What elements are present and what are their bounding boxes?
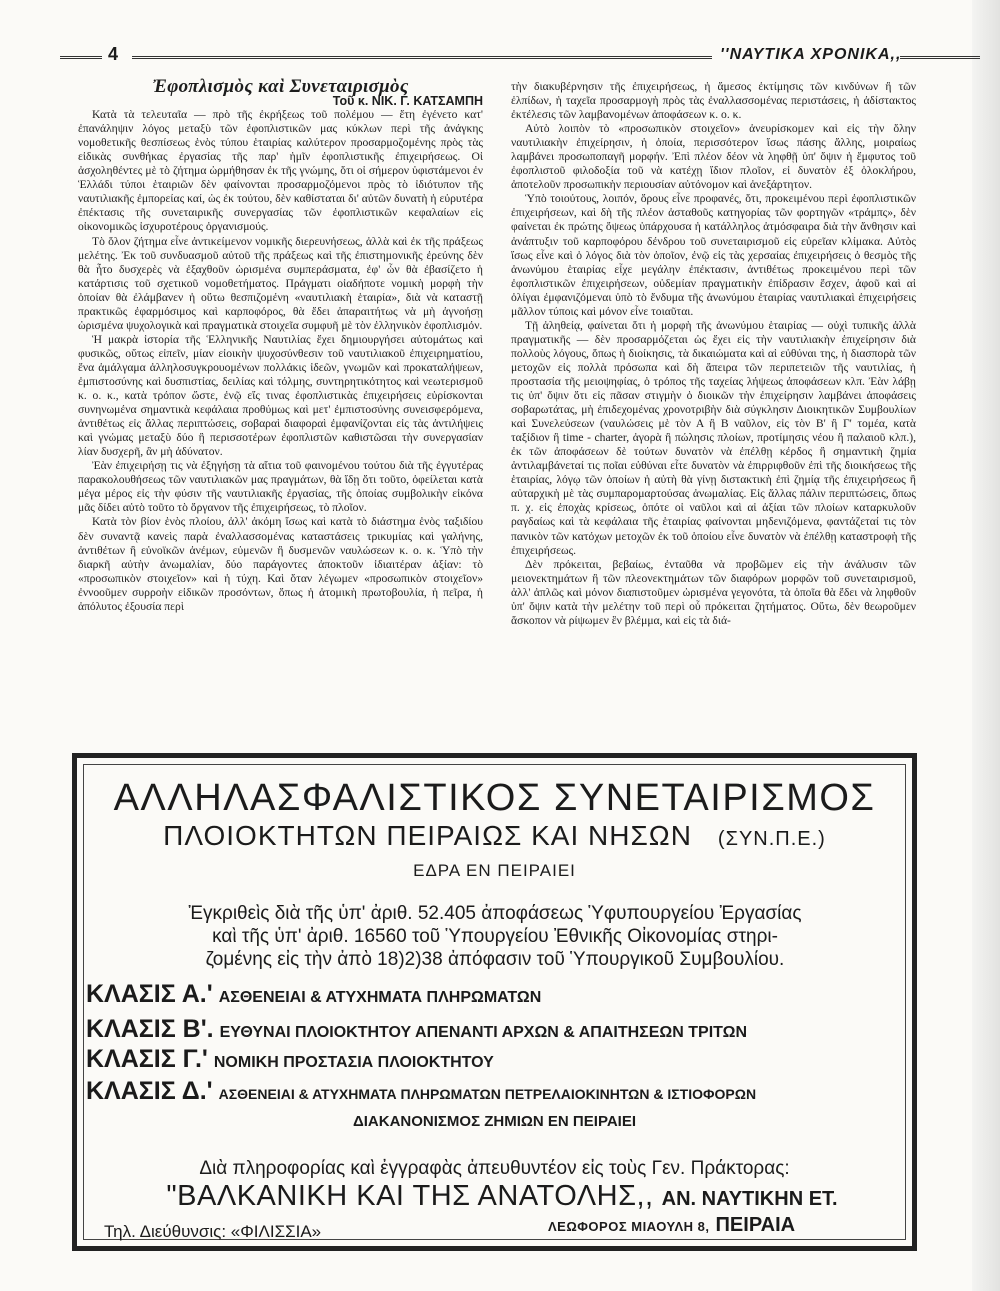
article-author: Τοῦ κ. ΝΙΚ. Γ. ΚΑΤΣΑΜΠΗ bbox=[332, 94, 483, 109]
page-number: 4 bbox=[108, 44, 119, 64]
page-edge-shadow bbox=[972, 0, 1000, 1291]
ad-company bbox=[92, 1180, 912, 1213]
article-paragraph: Τῇ ἀληθείᾳ, φαίνεται ὅτι ἡ μορφὴ τῆς ἀνωνύμου ἑταιρίας — οὐχὶ τυπικῆς ἀλλὰ πραγματικῆς — δὲν προσαρμόζεται ὡς ἔχει εἰς τὴν ναυτιλιακὴν ἐπιχείρησιν διὰ πολλοὺς λόγους, ὅπως ἡ διοίκησις, τὰ δικαιώματα καὶ αἱ εὐθύναι της, ἡ διασπορὰ τῶν μετοχῶν εἰς πολλὰ πρόσωπα καὶ δὴ ἄπειρα τῶν περιπετειῶν τῆς ναυτιλίας, ἡ προστασία τῆς μειοψηφίας, ὁ τρόπος τῆς ταχείας λήψεως ἀποφάσεων κλπ. Ἐὰν λάβῃ τις ὑπ' ὄψιν ὅτι εἰς πᾶσαν στιγμὴν ὁ διοικῶν τὴν ἐπιχείρησιν λαμβάνει ἀποφάσεις σοβαρωτάτας, μὴ ἐπιδεχομένας χρονοτριβὴν διὰ σύγκλησιν Διοικητικῶν Συμβουλίων καὶ Συνελεύσεων (ναυλώσεις μὲ τὸν Α ἢ Β ναῦλον, εἰς τὸν Β' ἢ Γ' τομέα, κατὰ ταξίδιον ἢ time - charter, ἀγορὰ ἢ πώλησις πλοίων, προτίμησις νέου ἢ παλαιοῦ κλπ.), ἐκ τῶν ἀποφάσεων δὲ τούτων δυνατὸν νὰ ἐπέλθῃ κέρδος ἢ σημαντικὴ ζημία ἀντιλαμβάνεταί τις ποῖαι εὐθύναι εἶτε δυνατὸν νὰ ἐπιρριφθοῦν ἐπὶ τῆς διοικήσεως τῆς ἑταιρίας, λόγῳ τῶν ὁποίων ἡ αὐτὴ θὰ γίνῃ διστακτικὴ ἐπὶ ζημίᾳ τῆς ἐπιχειρήσεως ἢ αὐταρχικὴ μὲ τὰς συμπαρομαρτούσας ἀνωμαλίας. Εἰς ἄλλας πάλιν περιπτώσεις, ὅπως π. χ. εἰς ἐποχὰς κρίσεως, ὁπότε οἱ ναῦλοι καὶ αἱ ἀξίαι τῶν πλοίων καταρκυλοῦν ραγδαίως καὶ τὰ κεφάλαια τῆς ἑταιρίας φαίνονται μηδενιζόμενα, φαντάζεταί τις τὸν πανικὸν τῶν κατόχων μετοχῶν ἐκ τοῦ ὁποίου εἶνε δυνατὸν νὰ ἐπέλθῃ καταστροφὴ τῆς ἐπιχειρήσεως. bbox=[511, 318, 916, 557]
ad-settlement: ΔΙΑΚΑΝΟΝΙΣΜΟΣ ΖΗΜΙΩΝ ΕΝ ΠΕΙΡΑΙΕΙ bbox=[352, 1113, 637, 1130]
ad-class-text: ΝΟΜΙΚΗ ΠΡΟΣΤΑΣΙΑ ΠΛΟΙΟΚΤΗΤΟΥ bbox=[213, 1054, 494, 1071]
ad-class-text: ΑΣΘΕΝΕΙΑΙ & ΑΤΥΧΗΜΑΤΑ ΠΛΗΡΩΜΑΤΩΝ ΠΕΤΡΕΛΑΙΟΚΙΝΗΤΩΝ & ΙΣΤΙΟΦΟΡΩΝ bbox=[218, 1086, 757, 1102]
article-paragraph: τὴν διακυβέρνησιν τῆς ἐπιχειρήσεως, ἡ ἄμεσος ἐκτίμησις τῶν κινδύνων ἢ τῶν ἐλπίδων, ἡ ταχεῖα προσαρμογὴ πρὸς τὰς ἐναλλασσομένας περιστάσεις, ἡ ἀδίστακτος ἐκτέλεσις τῶν λαμβανομένων ἀποφάσεων κ. ο. κ. bbox=[511, 80, 916, 122]
ad-telegraphic-address: Τηλ. Διεύθυνσις: «ΦΙΛΙΣΣΙΑ» bbox=[104, 1222, 322, 1241]
ad-abbreviation: (ΣΥΝ.Π.Ε.) bbox=[717, 828, 826, 850]
ad-class-label: ΚΛΑΣΙΣ Δ.' bbox=[86, 1077, 213, 1105]
ad-seat: ΕΔΡΑ ΕΝ ΠΕΙΡΑΙΕΙ bbox=[413, 861, 576, 880]
article-paragraph: Τὸ ὅλον ζήτημα εἶνε ἀντικείμενον νομικῆς διερευνήσεως, ἀλλὰ καὶ ἐκ τῆς πράξεως μελέτης. Ἐκ τοῦ συνδυασμοῦ αὐτοῦ τῆς πράξεως καὶ τῆς ἐπιστημονικῆς ἐρεύνης δὲν θὰ ἦτο δυσχερὲς νὰ ἐξαχθοῦν ὡρισμένα συμπεράσματα, ἐφ' ὧν θὰ ἐβασίζετο ἡ κατάρτισις τοῦ σχετικοῦ νομοθετήματος. Πράγματι οἱαδήποτε νομικὴ μορφὴ τὴν ὁποίαν θὰ ἐλάμβανεν ἡ οὕτω θεσπιζομένη «ναυτιλιακὴ ἑταιρία», διὰ νὰ καταστῇ πρακτικῶς ἐφαρμόσιμος καὶ καρποφόρος, θὰ ἔδει ἀπαραιτήτως νὰ μὴ ἀγνοήσῃ ὡρισμένα ψυχολογικὰ καὶ πραγματικὰ στοιχεῖα συμφυῆ μὲ τὸν ἑλληνικὸν ἐφοπλισμόν. bbox=[78, 234, 483, 332]
ad-class-text: ΕΥΘΥΝΑΙ ΠΛΟΙΟΚΤΗΤΟΥ ΑΠΕΝΑΝΤΙ ΑΡΧΩΝ & ΑΠΑΙΤΗΣΕΩΝ ΤΡΙΤΩΝ bbox=[219, 1024, 747, 1041]
ad-company-name: "ΒΑΛΚΑΝΙΚΗ ΚΑΙ ΤΗΣ ΑΝΑΤΟΛΗΣ,, bbox=[166, 1180, 654, 1212]
header-rule-left bbox=[60, 56, 102, 59]
header-rule-right bbox=[900, 56, 980, 59]
ad-title-line2 bbox=[72, 820, 917, 852]
ad-class-a bbox=[86, 980, 541, 1009]
article-left-column bbox=[78, 76, 483, 614]
ad-address bbox=[548, 1214, 795, 1237]
journal-title: ''ΝΑΥΤΙΚΑ ΧΡΟΝΙΚΑ,, bbox=[720, 46, 902, 63]
ad-class-text: ΑΣΘΕΝΕΙΑΙ & ΑΤΥΧΗΜΑΤΑ ΠΛΗΡΩΜΑΤΩΝ bbox=[218, 989, 542, 1006]
ad-approval-line: Ἐγκριθεὶς διὰ τῆς ὑπ' ἀριθ. 52.405 ἀποφάσεως Ὑφυπουργείου Ἐργασίας bbox=[188, 903, 802, 924]
ad-class-d bbox=[86, 1077, 756, 1106]
article-right-column bbox=[511, 80, 916, 628]
header-rule-middle bbox=[132, 56, 712, 59]
ad-street: ΛΕΩΦΟΡΟΣ ΜΙΑΟΥΛΗ 8, bbox=[548, 1219, 710, 1234]
ad-class-label: ΚΛΑΣΙΣ Β'. bbox=[86, 1015, 214, 1043]
ad-approval-line: καὶ τῆς ὑπ' ἀριθ. 16560 τοῦ Ὑπουργείου Ἐθνικῆς Οἰκονομίας στηρι- bbox=[212, 926, 778, 947]
ad-class-label: ΚΛΑΣΙΣ Γ.' bbox=[86, 1045, 208, 1073]
ad-title-line1: ΑΛΛΗΛΑΣΦΑΛΙΣΤΙΚΟΣ ΣΥΝΕΤΑΙΡΙΣΜΟΣ bbox=[113, 777, 876, 819]
article-paragraph: Ἡ μακρὰ ἱστορία τῆς Ἑλληνικῆς Ναυτιλίας ἔχει δημιουργήσει αὐτομάτως καὶ φυσικῶς, οὕτως εἰπεῖν, μίαν εἰοικὴν ψυχοσύνθεσιν τοῦ ναυτιλιακοῦ ἐπιχειρηματίου, ἕνα ἀμάλγαμα ἀλληλοσυγκρουομένων πολλάκις ἰδεῶν, γνωμῶν καὶ προκαταλήψεων, ἐμπιστοσύνης καὶ δυσπιστίας, δειλίας καὶ τόλμης, συντηρητικότητος καὶ νεωτερισμοῦ κ. ο. κ., κατὰ τρόπον ὥστε, ἐνῷ εἴς τινας ἐφοπλιστικὰς ἐπιχειρήσεις εὑρίσκονται συνηνωμένα σημαντικὰ κεφάλαια προθύμως καὶ μετ' ἐμπιστοσύνης συνεισφερόμενα, ἀντιθέτως εἰς ἄλλας περιπτώσεις, σοβαραὶ διαφοραὶ ἐμφανίζονται εἰς τὰς ἀντιλήψεις καὶ γνώμας μεταξὺ δύο ἢ περισσοτέρων ἐφοπλιστῶν καθιστῶσαι τὴν συνεργασίαν λίαν δυσχερῆ, ἂν μὴ ἀδύνατον. bbox=[78, 332, 483, 459]
article-paragraph: Αὐτὸ λοιπὸν τὸ «προσωπικὸν στοιχεῖον» ἀνευρίσκομεν καὶ εἰς τὴν ὅλην ναυτιλιακὴν ἐπιχείρησιν, ἡ ὁποία, περισσότερον ἴσως πάσης ἄλλης, μοιραίως λαμβάνει προσωποπαγῆ μορφήν. Ἐπὶ πλέον δέον νὰ ληφθῇ ὑπ' ὄψιν ἡ ἔμφυτος τοῦ ἐφοπλιστοῦ φιλοδοξία τοῦ νὰ κατέχῃ ἴδιον πλοῖον, εἰ δυνατὸν ἐξ ὁλοκλήρου, ἀποτελοῦν προσωπικὴν περιουσίαν αὐτόνομον καὶ ἀνεξάρτητον. bbox=[511, 122, 916, 192]
ad-class-c bbox=[86, 1045, 494, 1074]
ad-info: Διὰ πληροφορίας καὶ ἐγγραφὰς ἀπευθυντέον εἰς τοὺς Γεν. Πράκτορας: bbox=[199, 1158, 790, 1179]
ad-city: ΠΕΙΡΑΙΑ bbox=[715, 1214, 796, 1236]
article-title: Ἐφοπλισμὸς καὶ Συνεταιρισμὸς bbox=[152, 76, 409, 97]
ad-approval-line: ζομένης εἰς τὴν ἀπὸ 18)2)38 ἀπόφασιν τοῦ Ὑπουργικοῦ Συμβουλίου. bbox=[205, 949, 785, 970]
article-paragraph: Κατὰ τὰ τελευταῖα — πρὸ τῆς ἐκρήξεως τοῦ πολέμου — ἔτη ἐγένετο κατ' ἐπανάληψιν λόγος μεταξὺ τῶν ἐφοπλιστικῶν μας κύκλων περὶ τῆς ἀνάγκης νομοθετικῆς θεσπίσεως ἑνὸς τύπου ἑταιρίας καλύτερον προσαρμοζομένης πρὸς τὰς εἰδικὰς συνθήκας ἐργασίας τῆς παρ' ἡμῖν ἐφοπλιστικῆς ἐπιχειρήσεως. Οἱ ἀσχοληθέντες μὲ τὸ ζήτημα ὡρμήθησαν ἐκ τῆς γνώμης, ὅτι οἱ σήμερον ὑφιστάμενοι ἐν Ἑλλάδι τύποι ἑταιριῶν δὲν φαίνονται προσαρμοζόμενοι πρὸς τὸ ἰδιότυπον τῆς ναυτιλιακῆς ἐμπορείας καί, ὡς ἐκ τούτου, δὲν καθίσταται δι' αὐτῶν δυνατὴ ἡ εὐρυτέρα ἐπέκτασις τῆς συνεταιρικῆς συνεργασίας τῶν ἐφοπλιστικῶν κεφαλαίων εἰς οἰκονομικῶς ἰσχυροτέρους ὀργανισμούς. bbox=[78, 108, 483, 234]
article bbox=[78, 76, 916, 748]
article-paragraph: Κατὰ τὸν βίον ἑνὸς πλοίου, ἀλλ' ἀκόμη ἴσως καὶ κατὰ τὸ διάστημα ἑνὸς ταξιδίου δὲν συναντᾷ κανεὶς παρὰ ἐναλλασσομένας καταστάσεις τρικυμίας καὶ γαλήνης, ἀντιθέτων ἢ εὐνοϊκῶν ἀνέμων, εὐμενῶν ἢ δυσμενῶν ναυλώσεων κ. ο. κ. Ὑπὸ τὴν διαρκῆ αὐτὴν ἀνωμαλίαν, δύο παράγοντες ἀποκτοῦν ἰδιαιτέραν ἀξίαν: τὸ «προσωπικὸν στοιχεῖον» καὶ ἡ τύχη. Καὶ ὅταν λέγωμεν «προσωπικὸν στοιχεῖον» ἐννοοῦμεν συρροὴν εἰδικῶν προσόντων, ὅπως ἡ ἀτομικὴ πρωτοβουλία, ἡ πεῖρα, ἡ ἀπόλυτος ἐξουσία περὶ bbox=[78, 515, 483, 613]
ad-class-b bbox=[86, 1015, 747, 1044]
ad-class-label: ΚΛΑΣΙΣ Α.' bbox=[86, 980, 213, 1008]
article-paragraph: Δὲν πρόκειται, βεβαίως, ἐνταῦθα νὰ προβῶμεν εἰς τὴν ἀνάλυσιν τῶν μειονεκτημάτων ἢ τῶν πλεονεκτημάτων τῶν διαφόρων μορφῶν τοῦ συνεταιρισμοῦ, ἀλλ' ἁπλῶς καὶ μόνον διαπιστοῦμεν ὡρισμένα γεγονότα, τὰ ὁποῖα θὰ ἔδει νὰ ληφθοῦν ὑπ' ὄψιν κατὰ τὴν μελέτην τοῦ περὶ οὗ πρόκειται ζητήματος. Οὕτω, δὲν θεωροῦμεν ἄσκοπον νὰ ρίψωμεν ἓν βλέμμα, καὶ εἰς τὰ διά- bbox=[511, 557, 916, 627]
ad-agency: ΑΝ. ΝΑΥΤΙΚΗΝ ΕΤ. bbox=[661, 1188, 838, 1210]
article-paragraph: Ἐὰν ἐπιχειρήσῃ τις νὰ ἐξηγήσῃ τὰ αἴτια τοῦ φαινομένου τούτου διὰ τῆς ἐγγυτέρας παρακολουθήσεως τῶν ναυτιλιακῶν μας πραγμάτων, θὰ ἴδῃ ὅτι τοῦτο, ὀφείλεται κατὰ μέγα μέρος εἰς τὴν φύσιν τῆς ναυτιλιακῆς ἐργασίας, τῆς ὁποίας συμβολικὴν εἰκόνα μᾶς δίδει αὐτὸ τοῦτο τὸ ὄργανον τῆς ἐπιχειρήσεως, τὸ πλοῖον. bbox=[78, 459, 483, 515]
article-paragraph: Ὑπὸ τοιούτους, λοιπόν, ὅρους εἶνε προφανές, ὅτι, προκειμένου περὶ ἐφοπλιστικῶν ἐπιχειρήσεων, καὶ δὴ τῆς πλέον ἀσταθοῦς κατηγορίας τῶν φορτηγῶν «τράμπς», δὲν φαίνεται ἐκ πρώτης ὄψεως ὑπάρχουσα ἡ κατάλληλος ἀτμόσφαιρα διὰ τὴν ἄνθησιν καὶ ἀνάπτυξιν τοῦ καρποφόρου δένδρου τοῦ συνεταιρισμοῦ εἰς εὐρεῖαν κλίμακα. Αὐτὸς ἴσως εἶνε καὶ ὁ λόγος διὰ τὸν ὁποῖον, ἐνῷ εἰς τὰς χερσαίας ἐπιχειρήσεις ὁ θεσμὸς τῆς ἀνωνύμου ἑταιρίας εἶχε μεγάλην ἐπέκτασιν, ἀντιθέτως προκειμένου περὶ τῶν ἐφοπλιστικῶν ἐπιχειρήσεων, οὐδεμίαν πραγματικὴν ἐπίδρασιν ἔσχεν, ἀφοῦ καὶ αἱ ὀλίγαι ἐμφανιζόμεναι ὑπὸ τὸ ἔνδυμα τῆς ἀνωνύμου ἑταιρίας ναυτιλιακαὶ ἐπιχειρήσεις μᾶλλον τύποις καὶ μόνον εἶνε τοιαῦται. bbox=[511, 192, 916, 318]
page-header bbox=[60, 44, 920, 70]
ad-title-line2-text: ΠΛΟΙΟΚΤΗΤΩΝ ΠΕΙΡΑΙΩΣ ΚΑΙ ΝΗΣΩΝ bbox=[163, 820, 692, 851]
